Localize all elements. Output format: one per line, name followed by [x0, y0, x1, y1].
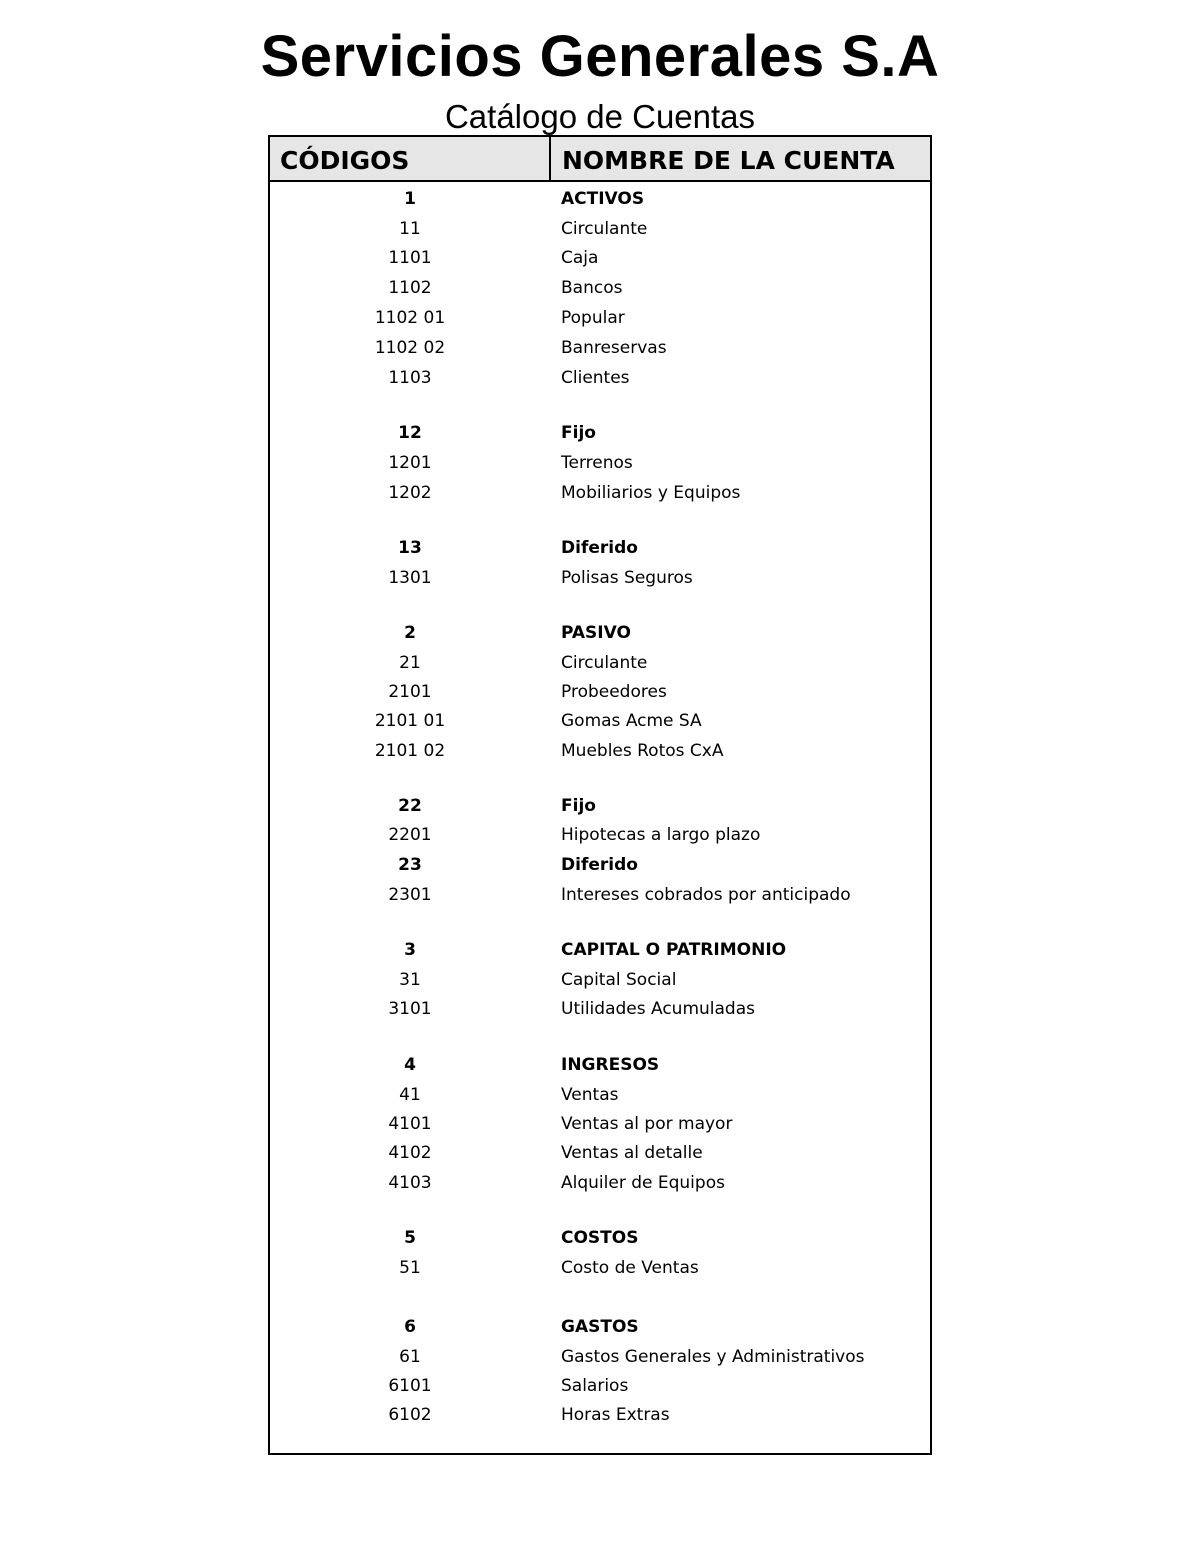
account-code: 3 — [404, 940, 416, 960]
account-name: Fijo — [561, 423, 596, 443]
table-row — [270, 303, 930, 333]
account-name: Polisas Seguros — [561, 568, 693, 588]
table-row — [270, 994, 930, 1024]
account-name: Hipotecas a largo plazo — [561, 825, 761, 845]
table-row — [270, 533, 930, 563]
account-name: Costo de Ventas — [561, 1258, 699, 1278]
table-row — [270, 1050, 930, 1080]
table-row — [270, 1371, 930, 1401]
document-title: Servicios Generales S.A — [260, 24, 940, 89]
account-code: 21 — [399, 653, 421, 673]
table-row — [270, 363, 930, 393]
account-code: 1202 — [388, 483, 432, 503]
account-code: 1 — [404, 189, 416, 209]
account-name: Ventas — [561, 1085, 619, 1105]
account-name: Gomas Acme SA — [561, 711, 702, 731]
table-row — [270, 791, 930, 821]
account-code: 4103 — [388, 1173, 432, 1193]
account-code: 31 — [399, 970, 421, 990]
account-name: Bancos — [561, 278, 623, 298]
account-name: Circulante — [561, 653, 648, 673]
account-code: 2201 — [388, 825, 432, 845]
table-row — [270, 1109, 930, 1139]
account-name: Diferido — [561, 855, 638, 875]
account-name: Banreservas — [561, 338, 667, 358]
account-name: Horas Extras — [561, 1405, 670, 1425]
account-name: Capital Social — [561, 970, 677, 990]
table-row — [270, 1223, 930, 1253]
account-catalog-table — [268, 135, 932, 1455]
account-name: Ventas al detalle — [561, 1143, 703, 1163]
table-row — [270, 1400, 930, 1430]
account-name: PASIVO — [561, 623, 631, 643]
table-row — [270, 677, 930, 707]
account-name: COSTOS — [561, 1228, 639, 1248]
account-name: Intereses cobrados por anticipado — [561, 885, 851, 905]
header-account-name: NOMBRE DE LA CUENTA — [562, 146, 895, 175]
table-row — [270, 214, 930, 244]
account-name: Clientes — [561, 368, 630, 388]
account-name: Utilidades Acumuladas — [561, 999, 755, 1019]
account-code: 1101 — [388, 248, 432, 268]
account-code: 12 — [398, 423, 422, 443]
account-code: 2 — [404, 623, 416, 643]
table-row — [270, 648, 930, 678]
account-code: 1102 02 — [374, 338, 446, 358]
account-code: 1103 — [388, 368, 432, 388]
account-code: 4102 — [388, 1143, 432, 1163]
table-row — [270, 850, 930, 880]
account-name: Gastos Generales y Administrativos — [561, 1347, 865, 1367]
table-row — [270, 1342, 930, 1372]
account-code: 1102 01 — [374, 308, 446, 328]
table-row — [270, 1080, 930, 1110]
account-name: Fijo — [561, 796, 596, 816]
account-code: 6 — [404, 1317, 416, 1337]
table-row — [270, 243, 930, 273]
account-code: 11 — [399, 219, 421, 239]
account-code: 61 — [399, 1347, 421, 1367]
account-name: Muebles Rotos CxA — [561, 741, 724, 761]
account-code: 2101 — [388, 682, 432, 702]
account-name: GASTOS — [561, 1317, 639, 1337]
account-code: 23 — [398, 855, 422, 875]
table-row — [270, 880, 930, 910]
account-code: 3101 — [388, 999, 432, 1019]
account-code: 22 — [398, 796, 422, 816]
account-code: 1201 — [388, 453, 432, 473]
account-name: Salarios — [561, 1376, 629, 1396]
account-code: 1102 — [388, 278, 432, 298]
account-name: Ventas al por mayor — [561, 1114, 733, 1134]
account-name: Circulante — [561, 219, 648, 239]
account-code: 5 — [404, 1228, 416, 1248]
table-row — [270, 1312, 930, 1342]
table-row — [270, 706, 930, 736]
table-row — [270, 618, 930, 648]
table-row — [270, 965, 930, 995]
account-code: 6101 — [388, 1376, 432, 1396]
account-name: Diferido — [561, 538, 638, 558]
account-name: Popular — [561, 308, 625, 328]
table-row — [270, 563, 930, 593]
account-code: 4101 — [388, 1114, 432, 1134]
table-row — [270, 418, 930, 448]
account-name: Probeedores — [561, 682, 667, 702]
table-row — [270, 820, 930, 850]
account-code: 1301 — [388, 568, 432, 588]
account-code: 13 — [398, 538, 422, 558]
account-name: Caja — [561, 248, 599, 268]
table-row — [270, 1138, 930, 1168]
account-name: Terrenos — [561, 453, 633, 473]
account-code: 2301 — [388, 885, 432, 905]
table-row — [270, 736, 930, 766]
table-row — [270, 1253, 930, 1283]
table-body — [270, 137, 930, 1453]
account-code: 6102 — [388, 1405, 432, 1425]
account-name: INGRESOS — [561, 1055, 660, 1075]
table-row — [270, 273, 930, 303]
table-row — [270, 1168, 930, 1198]
table-row — [270, 448, 930, 478]
account-name: ACTIVOS — [561, 189, 645, 209]
account-code: 4 — [404, 1055, 416, 1075]
account-name: Mobiliarios y Equipos — [561, 483, 741, 503]
account-code: 51 — [399, 1258, 421, 1278]
document-subtitle: Catálogo de Cuentas — [444, 98, 756, 135]
header-codes: CÓDIGOS — [280, 146, 410, 175]
table-row — [270, 935, 930, 965]
account-code: 2101 02 — [374, 741, 446, 761]
account-code: 41 — [399, 1085, 421, 1105]
table-row — [270, 478, 930, 508]
account-name: Alquiler de Equipos — [561, 1173, 725, 1193]
account-code: 2101 01 — [374, 711, 446, 731]
account-name: CAPITAL O PATRIMONIO — [561, 940, 787, 960]
table-row — [270, 184, 930, 214]
table-row — [270, 333, 930, 363]
